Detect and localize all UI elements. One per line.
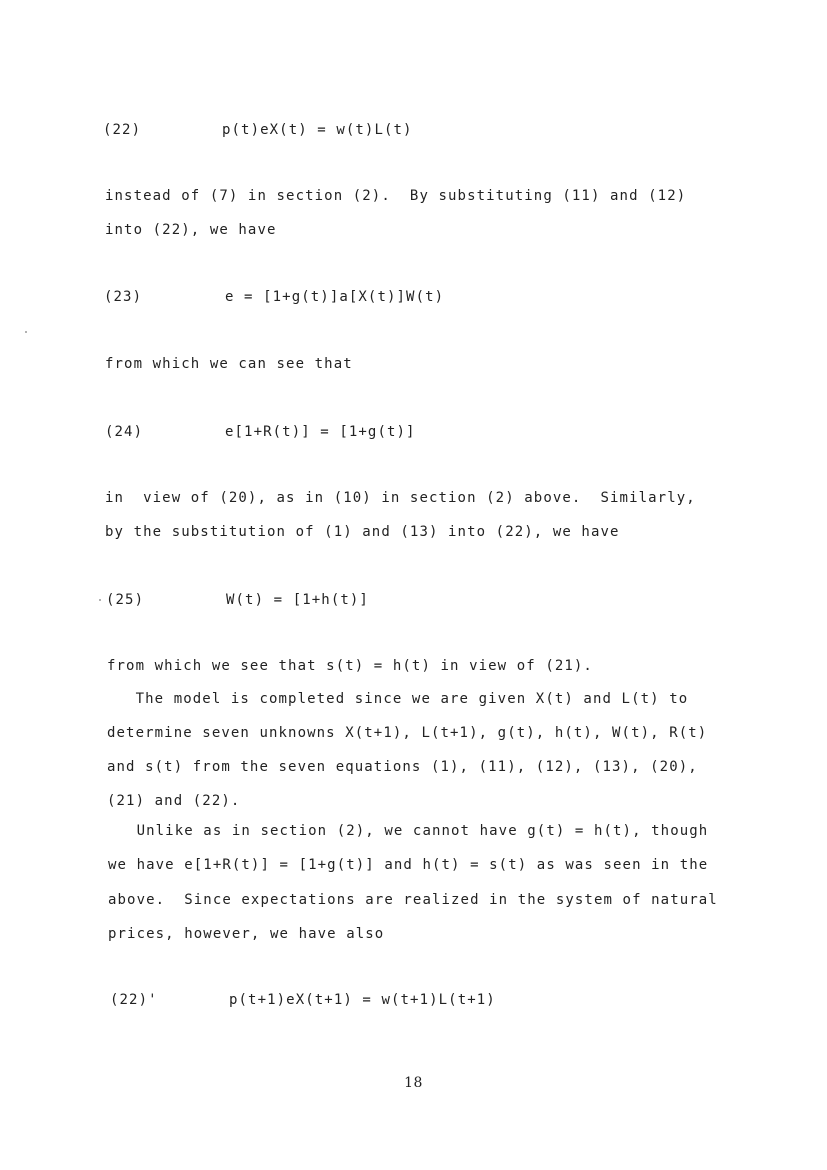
scan-speck — [99, 599, 101, 601]
equation-number-22-prime: (22)' — [110, 992, 158, 1008]
text-line: from which we see that s(t) = h(t) in view of (21). — [107, 658, 593, 674]
text-line: by the substitution of (1) and (13) into (22), we have — [105, 524, 620, 540]
equation-number-24: (24) — [105, 424, 144, 440]
text-line: above. Since expectations are realized in the system of natural — [108, 892, 718, 908]
equation-24: e[1+R(t)] = [1+g(t)] — [225, 424, 416, 440]
text-line: in view of (20), as in (10) in section (2) above. Similarly, — [105, 490, 696, 506]
text-line: (21) and (22). — [107, 793, 241, 809]
equation-22-prime: p(t+1)eX(t+1) = w(t+1)L(t+1) — [229, 992, 496, 1008]
text-line: from which we can see that — [105, 356, 353, 372]
equation-number-22: (22) — [103, 122, 142, 138]
text-line: determine seven unknowns X(t+1), L(t+1), g(t), h(t), W(t), R(t) — [107, 725, 708, 741]
text-line: into (22), we have — [105, 222, 277, 238]
equation-number-23: (23) — [104, 289, 143, 305]
text-line: prices, however, we have also — [108, 926, 385, 942]
text-line: we have e[1+R(t)] = [1+g(t)] and h(t) = s(t) as was seen in the — [108, 857, 709, 873]
text-line: instead of (7) in section (2). By substituting (11) and (12) — [105, 188, 687, 204]
scan-speck — [25, 331, 27, 333]
equation-25: W(t) = [1+h(t)] — [226, 592, 369, 608]
text-line: The model is completed since we are given X(t) and L(t) to — [107, 691, 689, 707]
equation-23: e = [1+g(t)]a[X(t)]W(t) — [225, 289, 445, 305]
equation-number-25: (25) — [106, 592, 145, 608]
text-line: Unlike as in section (2), we cannot have g(t) = h(t), though — [108, 823, 709, 839]
equation-22: p(t)eX(t) = w(t)L(t) — [222, 122, 413, 138]
page-number: 18 — [404, 1075, 423, 1091]
text-line: and s(t) from the seven equations (1), (11), (12), (13), (20), — [107, 759, 698, 775]
